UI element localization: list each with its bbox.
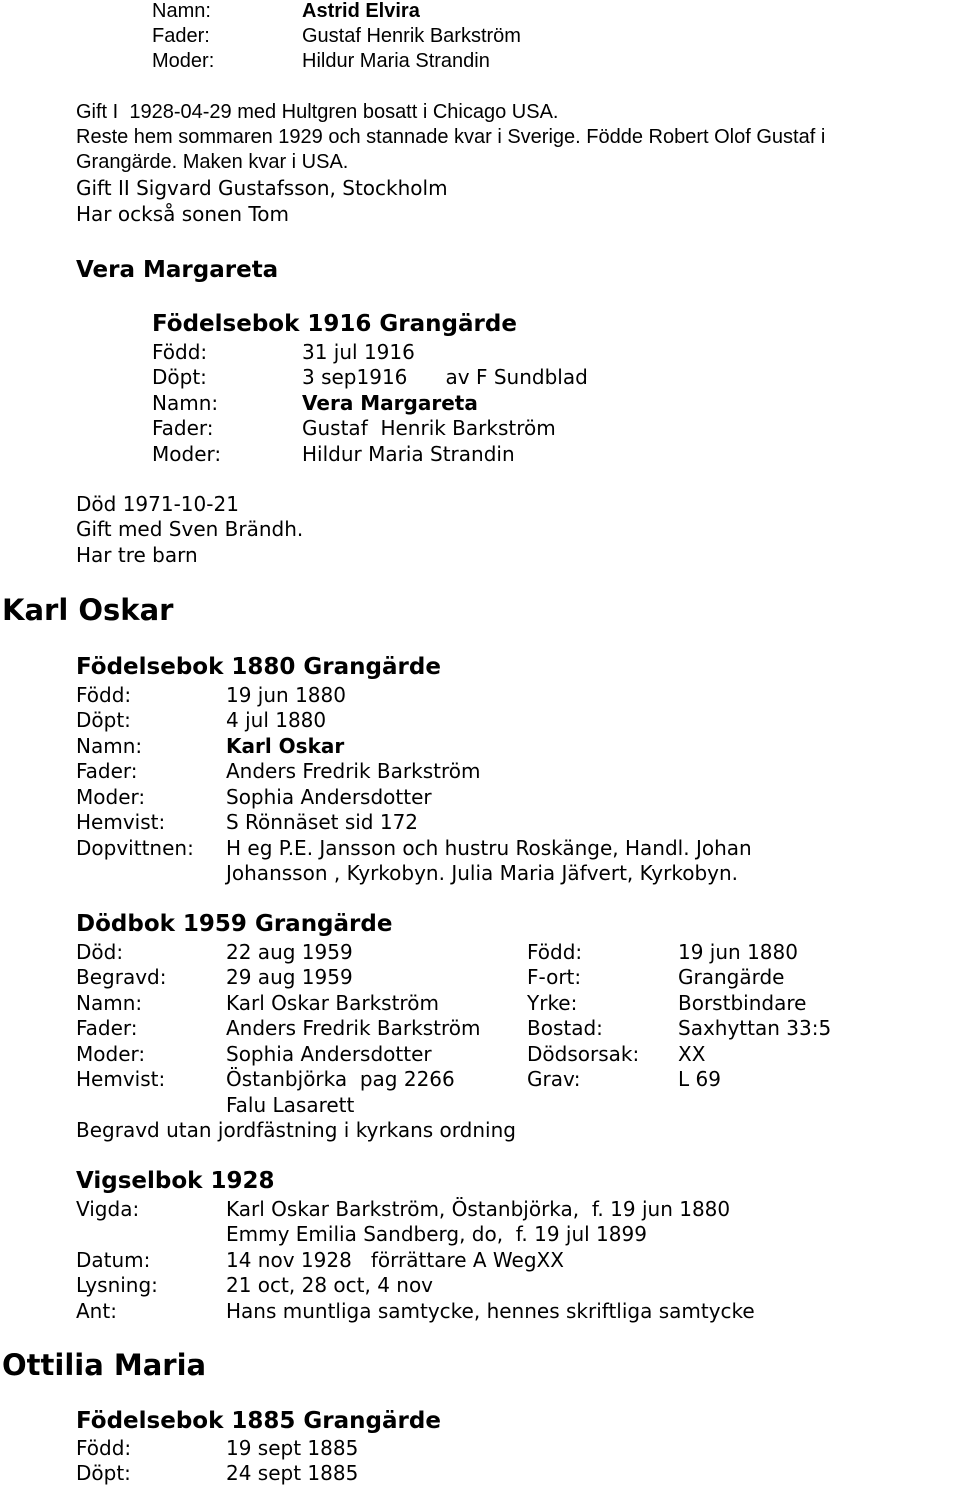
field-label-fodd: Född: xyxy=(527,940,583,964)
field-label-fader: Fader: xyxy=(76,1016,138,1040)
field-value-ant: Hans muntliga samtycke, hennes skriftliga samtycke xyxy=(226,1299,755,1323)
field-label-vigda: Vigda: xyxy=(76,1197,140,1221)
field-value-moder: Hildur Maria Strandin xyxy=(302,50,490,72)
note-line: Död 1971-10-21 xyxy=(76,492,239,516)
field-label-dopt: Döpt: xyxy=(76,708,131,732)
field-label-fader: Fader: xyxy=(152,416,214,440)
field-value-fader: Anders Fredrik Barkström xyxy=(226,1016,481,1040)
field-label-grav: Grav: xyxy=(527,1067,581,1091)
field-label-fodd: Född: xyxy=(76,1436,132,1460)
field-label-bostad: Bostad: xyxy=(527,1016,603,1040)
note-line: Reste hem sommaren 1929 och stannade kvar i Sverige. Födde Robert Olof Gustaf i xyxy=(76,126,826,148)
field-value-lysning: 21 oct, 28 oct, 4 nov xyxy=(226,1273,434,1297)
field-label-dopt: Döpt: xyxy=(152,365,207,389)
field-label-hemvist: Hemvist: xyxy=(76,810,166,834)
field-label-dopvittnen: Dopvittnen: xyxy=(76,836,194,860)
field-value-fader: Gustaf Henrik Barkström xyxy=(302,416,556,440)
field-value-dod: 22 aug 1959 xyxy=(226,940,353,964)
field-label-dod: Död: xyxy=(76,940,124,964)
note-line: Begravd utan jordfästning i kyrkans ordning xyxy=(76,1118,516,1142)
field-label-fader: Fader: xyxy=(152,25,210,47)
field-value-continuation: Falu Lasarett xyxy=(226,1093,355,1117)
field-value-dopt: 3 sep1916 av F Sundblad xyxy=(302,365,588,389)
field-value-moder: Sophia Andersdotter xyxy=(226,1042,432,1066)
field-value-fort: Grangärde xyxy=(678,965,785,989)
field-value-fodd: 19 sept 1885 xyxy=(226,1436,359,1460)
field-value-namn: Astrid Elvira xyxy=(302,0,420,22)
note-line: Gift med Sven Brändh. xyxy=(76,517,304,541)
field-label-dodsorsak: Dödsorsak: xyxy=(527,1042,640,1066)
book-title: Födelsebok 1885 Grangärde xyxy=(76,1408,441,1434)
book-title: Vigselbok 1928 xyxy=(76,1168,275,1194)
field-value-dopvittnen: H eg P.E. Jansson och hustru Roskänge, Handl. Johan xyxy=(226,836,752,860)
field-label-fort: F-ort: xyxy=(527,965,582,989)
field-value-vigda: Karl Oskar Barkström, Östanbjörka, f. 19 jun 1880 xyxy=(226,1197,731,1221)
field-value-fodd: 31 jul 1916 xyxy=(302,340,415,364)
field-value-grav: L 69 xyxy=(678,1067,721,1091)
field-value-namn: Karl Oskar xyxy=(226,734,345,758)
field-label-yrke: Yrke: xyxy=(527,991,578,1015)
note-line: Gift I 1928-04-29 med Hultgren bosatt i Chicago USA. xyxy=(76,101,559,123)
field-value-dopt: 4 jul 1880 xyxy=(226,708,327,732)
field-value-moder: Sophia Andersdotter xyxy=(226,785,432,809)
field-value-hemvist: Östanbjörka pag 2266 xyxy=(226,1067,455,1091)
field-value-moder: Hildur Maria Strandin xyxy=(302,442,515,466)
field-value-namn: Karl Oskar Barkström xyxy=(226,991,439,1015)
book-title: Födelsebok 1916 Grangärde xyxy=(152,311,517,337)
field-value-continuation: Johansson , Kyrkobyn. Julia Maria Jäfvert, Kyrkobyn. xyxy=(226,861,739,885)
note-line: Grangärde. Maken kvar i USA. xyxy=(76,151,349,173)
field-value-bostad: Saxhyttan 33:5 xyxy=(678,1016,832,1040)
field-value-fader: Gustaf Henrik Barkström xyxy=(302,25,521,47)
field-value-datum: 14 nov 1928 förrättare A WegXX xyxy=(226,1248,564,1272)
field-label-ant: Ant: xyxy=(76,1299,117,1323)
field-value-dopt: 24 sept 1885 xyxy=(226,1461,359,1485)
field-label-datum: Datum: xyxy=(76,1248,151,1272)
field-value-begravd: 29 aug 1959 xyxy=(226,965,353,989)
person-heading: Ottilia Maria xyxy=(2,1348,207,1382)
note-line: Har tre barn xyxy=(76,543,198,567)
field-label-moder: Moder: xyxy=(76,785,146,809)
field-label-namn: Namn: xyxy=(152,391,219,415)
field-label-moder: Moder: xyxy=(152,442,222,466)
field-label-moder: Moder: xyxy=(76,1042,146,1066)
field-label-namn: Namn: xyxy=(76,991,143,1015)
field-value-yrke: Borstbindare xyxy=(678,991,807,1015)
person-heading: Karl Oskar xyxy=(2,593,174,627)
note-line: Gift II Sigvard Gustafsson, Stockholm xyxy=(76,176,448,200)
field-label-fader: Fader: xyxy=(76,759,138,783)
field-value-vigda-spouse: Emmy Emilia Sandberg, do, f. 19 jul 1899 xyxy=(226,1222,647,1246)
field-label-fodd: Född: xyxy=(152,340,208,364)
field-label-dopt: Döpt: xyxy=(76,1461,131,1485)
field-value-fodd: 19 jun 1880 xyxy=(678,940,798,964)
note-line: Har också sonen Tom xyxy=(76,202,289,226)
field-label-namn: Namn: xyxy=(76,734,143,758)
field-label-moder: Moder: xyxy=(152,50,215,72)
field-label-namn: Namn: xyxy=(152,0,211,22)
field-value-fodd: 19 jun 1880 xyxy=(226,683,346,707)
field-value-namn: Vera Margareta xyxy=(302,391,478,415)
field-value-fader: Anders Fredrik Barkström xyxy=(226,759,481,783)
field-label-lysning: Lysning: xyxy=(76,1273,158,1297)
field-label-hemvist: Hemvist: xyxy=(76,1067,166,1091)
book-title: Födelsebok 1880 Grangärde xyxy=(76,654,441,680)
person-heading: Vera Margareta xyxy=(76,257,279,283)
field-label-begravd: Begravd: xyxy=(76,965,167,989)
field-label-fodd: Född: xyxy=(76,683,132,707)
field-value-dodsorsak: XX xyxy=(678,1042,706,1066)
field-value-hemvist: S Rönnäset sid 172 xyxy=(226,810,419,834)
book-title: Dödbok 1959 Grangärde xyxy=(76,911,393,937)
